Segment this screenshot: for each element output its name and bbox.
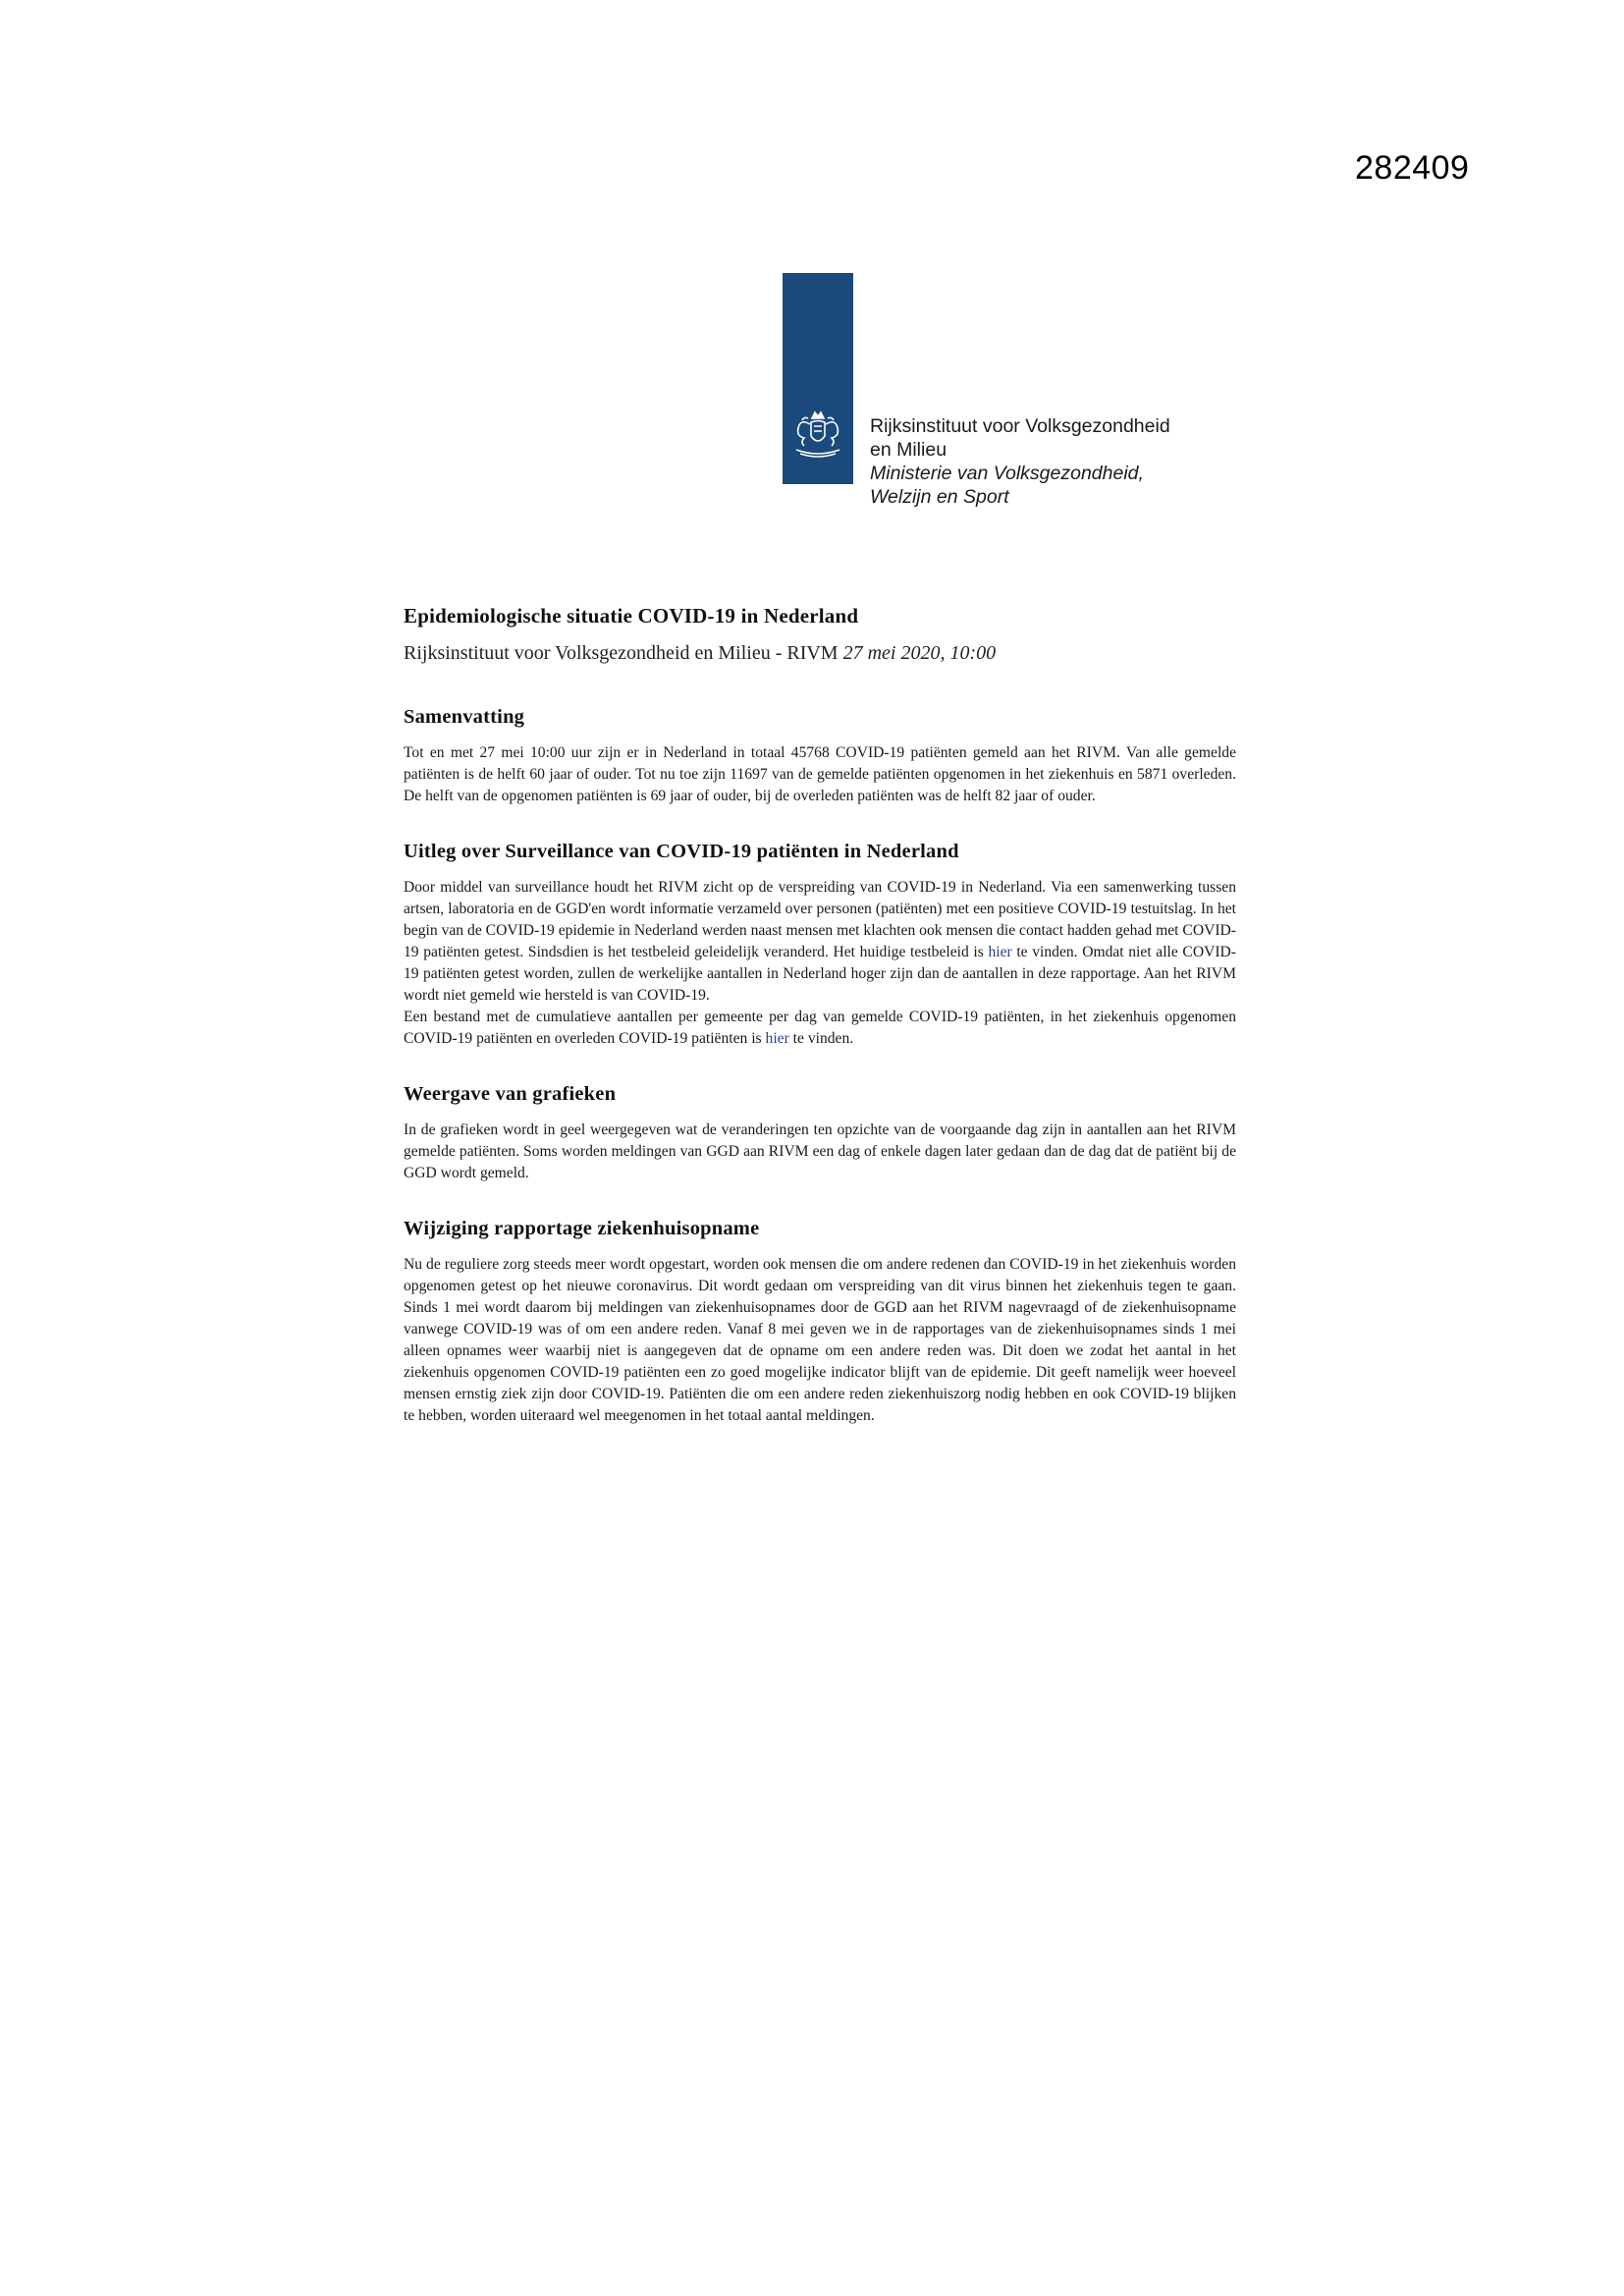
coat-of-arms-icon: [790, 409, 845, 460]
ministry-name-line2: Welzijn en Sport: [870, 486, 1009, 508]
section-heading-surveillance: Uitleg over Surveillance van COVID-19 patiënten in Nederland: [404, 841, 959, 862]
surveillance-text-part1: Door middel van surveillance houdt het RIVM zicht op de verspreiding van COVID-19 in Nederland. Via een samenwerking tussen artsen, laboratoria en de GGD'en wordt informatie verzameld over personen (patiënten) met een positieve COVID-19 testuitslag. In het begin van de COVID-19 epidemie in Nederland werden naast mensen met klachten ook mensen die contact hadden gehad met COVID-19 patiënten getest. Sindsdien is het testbeleid geleidelijk veranderd. Het huidige testbeleid is: [404, 879, 1236, 960]
document-body: [404, 604, 1236, 1460]
section-heading-summary: Samenvatting: [404, 706, 525, 728]
section-summary: [404, 706, 1236, 807]
section-text-graphs: In de grafieken wordt in geel weergegeven wat de veranderingen ten opzichte van de voorgaande dag zijn in aantallen aan het RIVM gemelde patiënten. Soms worden meldingen van GGD aan RIVM een dag of enkele dagen later gedaan dan de dag dat de patiënt bij de GGD wordt gemeld.: [404, 1121, 1236, 1181]
page-subtitle: [404, 642, 1236, 665]
section-hospital: [404, 1218, 1236, 1427]
subtitle-date: 27 mei 2020, 10:00: [842, 642, 997, 664]
surveillance-text-part4: te vinden.: [788, 1030, 854, 1047]
section-text-summary: Tot en met 27 mei 10:00 uur zijn er in Nederland in totaal 45768 COVID-19 patiënten gemeld aan het RIVM. Van alle gemelde patiënten is de helft 60 jaar of ouder. Tot nu toe zijn 11697 van de gemelde patiënten opgenomen in het ziekenhuis en 5871 overleden. De helft van de opgenomen patiënten is 69 jaar of ouder, bij de overleden patiënten was de helft 82 jaar of ouder.: [404, 744, 1236, 804]
section-surveillance: [404, 841, 1236, 1050]
logo-wordmark: [870, 414, 1170, 509]
institute-name-line2: en Milieu: [870, 439, 947, 461]
section-graphs: [404, 1083, 1236, 1184]
section-text-surveillance: [404, 877, 1236, 1050]
section-heading-graphs: Weergave van grafieken: [404, 1083, 617, 1105]
rijksoverheid-logo: [783, 273, 853, 484]
surveillance-text-part2: te vinden. Omdat niet alle COVID-19 patiënten getest worden, zullen de werkelijke aantallen in Nederland hoger zijn dan de aantallen in deze rapportage. Aan het RIVM wordt niet gemeld wie hersteld is van COVID-19.: [404, 944, 1236, 1004]
page-title: Epidemiologische situatie COVID-19 in Nederland: [404, 604, 859, 628]
section-text-hospital: Nu de reguliere zorg steeds meer wordt opgestart, worden ook mensen die om andere redenen dan COVID-19 in het ziekenhuis worden opgenomen getest op het nieuwe coronavirus. Dit wordt gedaan om verspreiding van dit virus binnen het ziekenhuis tegen te gaan. Sinds 1 mei wordt daarom bij meldingen van ziekenhuisopnames door de GGD aan het RIVM nagevraagd of de ziekenhuisopname vanwege COVID-19 was of om een andere reden. Vanaf 8 mei geven we in de rapportages van de ziekenhuisopnames sinds 1 mei alleen opnames weer waarbij niet is aangegeven dat de opname om een andere reden was. Dit doen we zodat het aantal in het ziekenhuis opgenomen COVID-19 patiënten een zo goed mogelijke indicator blijft van de epidemie. Dit geeft namelijk weer hoeveel mensen ernstig ziek zijn door COVID-19. Patiënten die om een andere reden ziekenhuiszorg nodig hebben en ook COVID-19 blijken te hebben, worden uiteraard wel meegenomen in het totaal aantal meldingen.: [404, 1256, 1236, 1424]
data-file-link[interactable]: hier: [765, 1030, 789, 1047]
testbeleid-link[interactable]: hier: [988, 944, 1012, 960]
document-number: 282409: [1355, 149, 1470, 187]
institute-name-line1: Rijksinstituut voor Volksgezondheid: [870, 415, 1170, 437]
subtitle-organisation: Rijksinstituut voor Volksgezondheid en Milieu - RIVM: [404, 642, 839, 664]
section-heading-hospital: Wijziging rapportage ziekenhuisopname: [404, 1218, 760, 1239]
surveillance-text-part3: Een bestand met de cumulatieve aantallen per gemeente per dag van gemelde COVID-19 patiënten, in het ziekenhuis opgenomen COVID-19 patiënten en overleden COVID-19 patiënten is: [404, 1009, 1236, 1047]
ministry-name-line1: Ministerie van Volksgezondheid,: [870, 463, 1144, 484]
